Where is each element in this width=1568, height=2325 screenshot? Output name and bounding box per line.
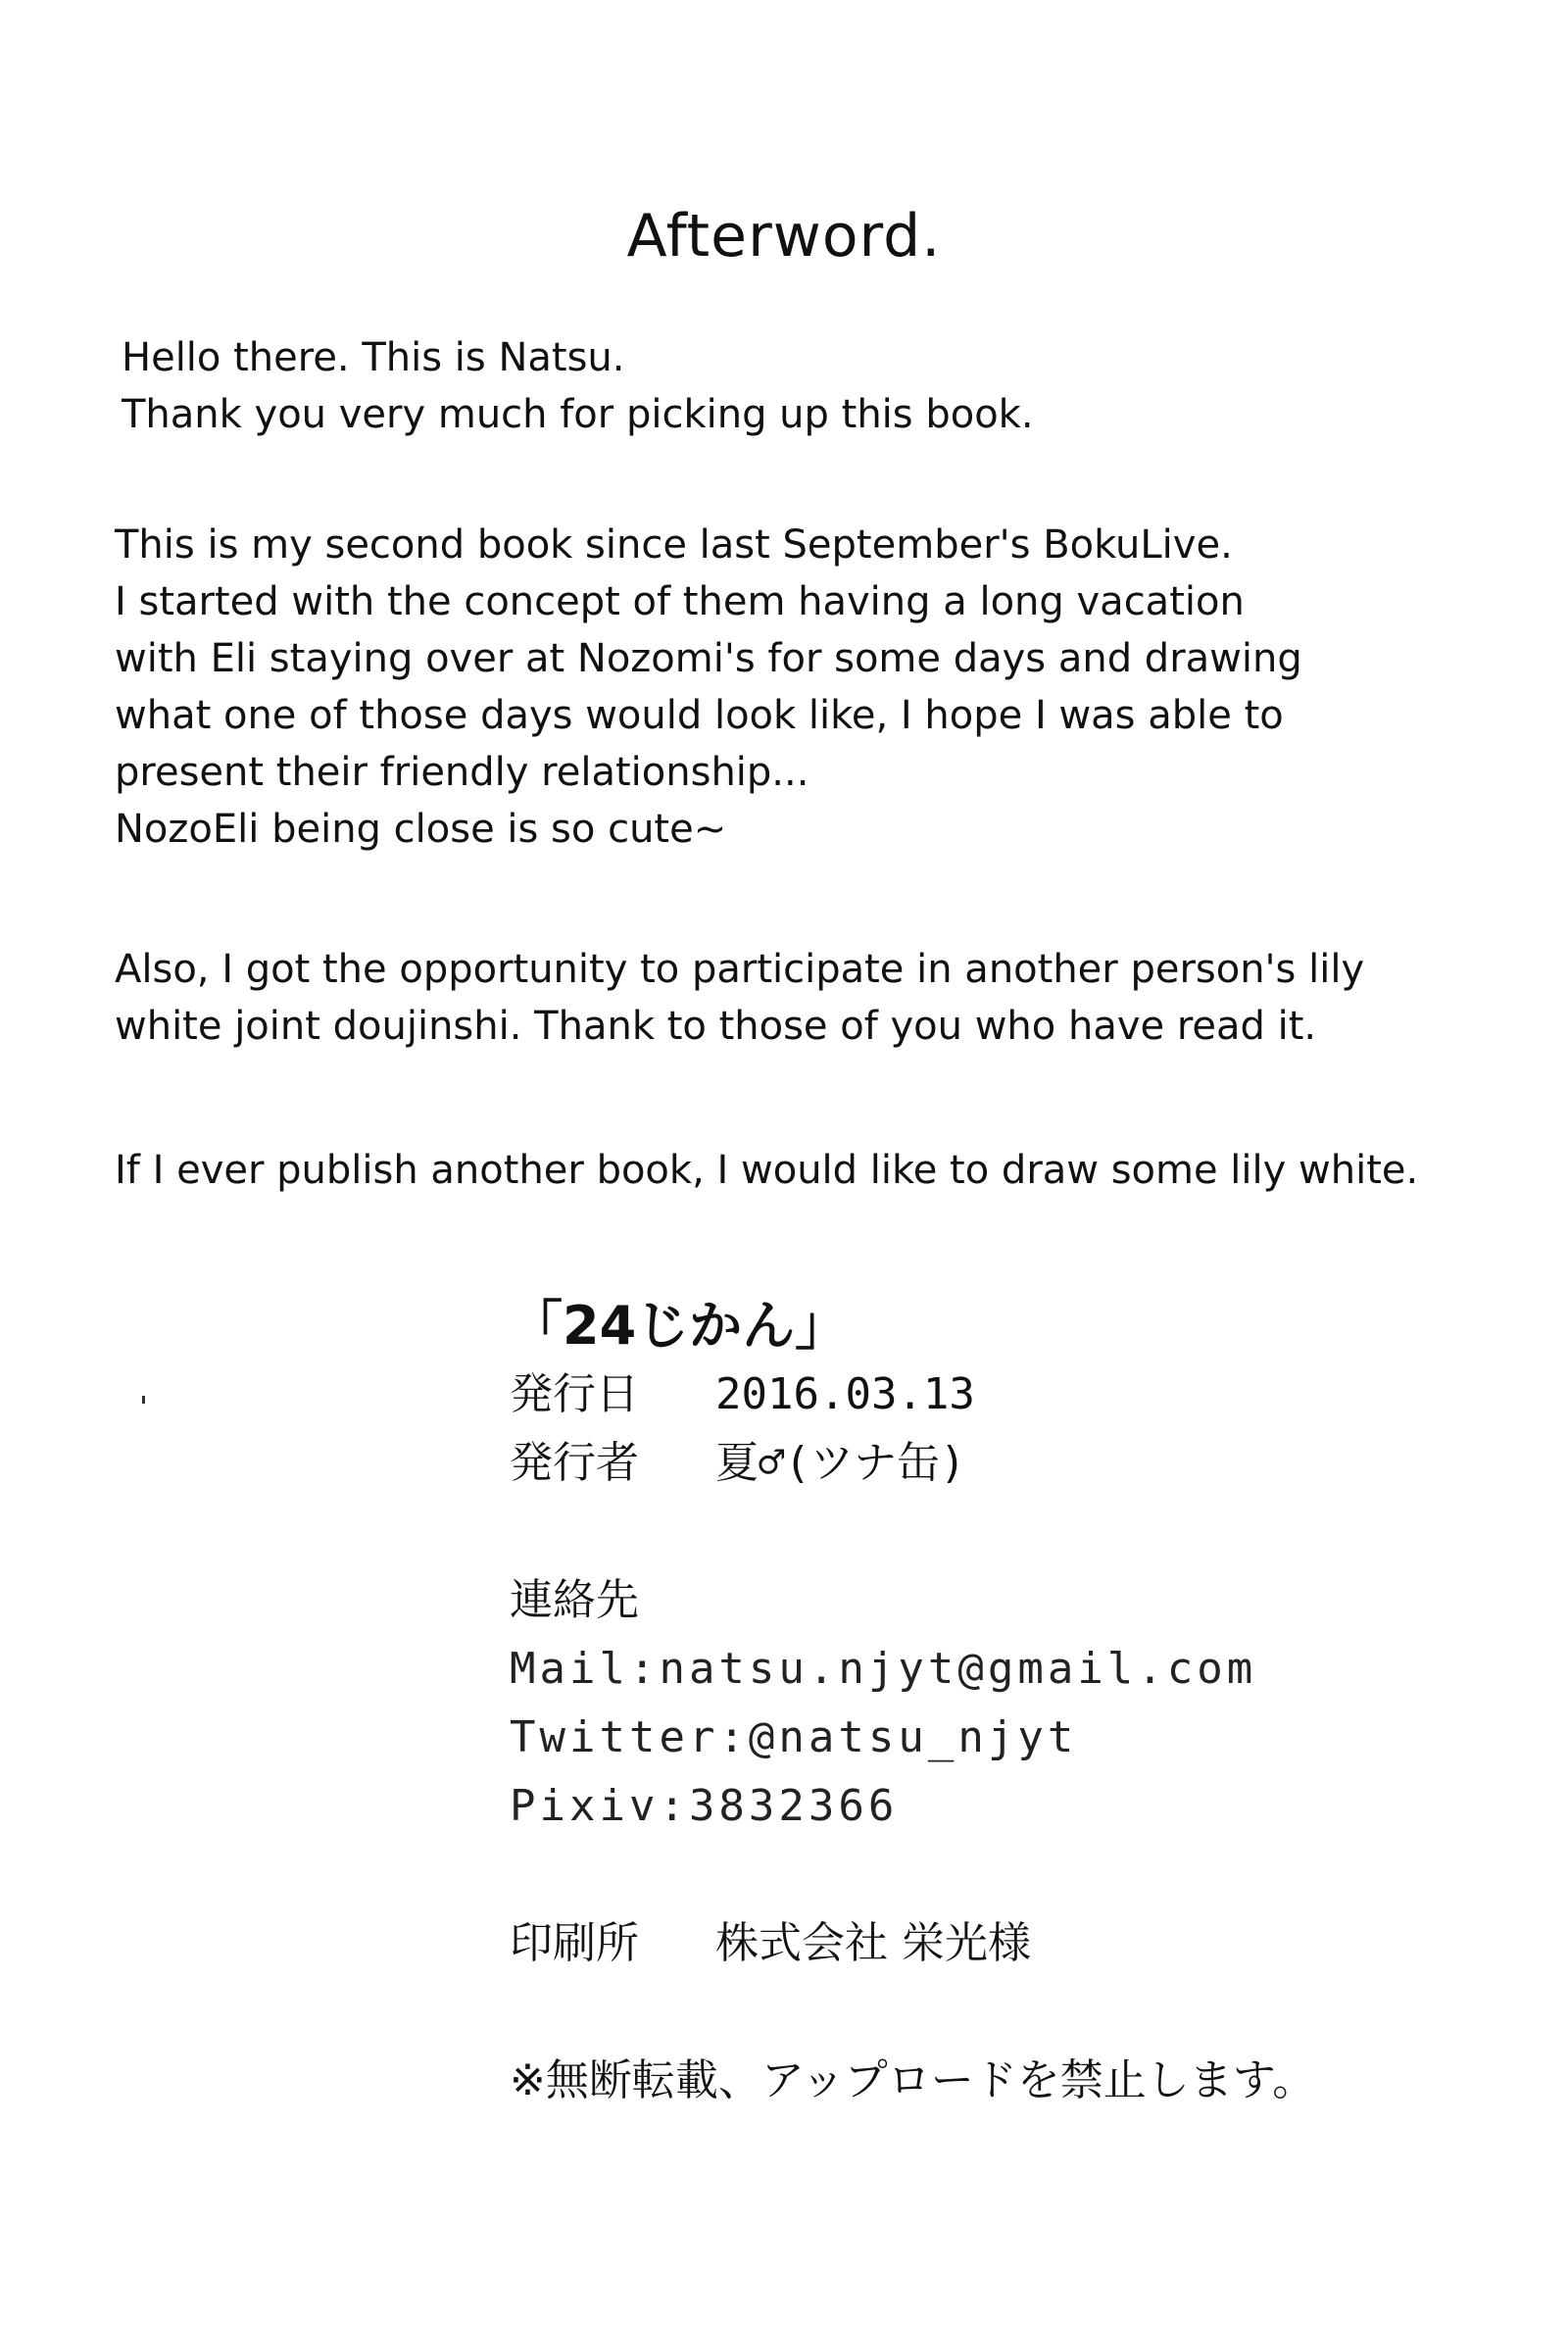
text-line: I started with the concept of them having a long vacation bbox=[115, 579, 1245, 624]
printer-value: 株式会社 栄光様 bbox=[715, 1918, 1031, 1968]
publish-date-row bbox=[510, 1360, 1490, 1429]
book-title: 「24じかん」 bbox=[510, 1295, 849, 1357]
publish-date-label: 発行日 bbox=[510, 1369, 639, 1419]
text-line: Thank you very much for picking up this book. bbox=[122, 392, 1034, 437]
text-line: present their friendly relationship... bbox=[115, 750, 809, 795]
text-line: white joint doujinshi. Thank to those of you who have read it. bbox=[115, 1004, 1317, 1049]
text-line: what one of those days would look like, I hope I was able to bbox=[115, 693, 1284, 738]
text-line: This is my second book since last September's BokuLive. bbox=[115, 522, 1233, 568]
paragraph-future bbox=[115, 1142, 1545, 1199]
colophon bbox=[510, 1292, 1490, 2115]
text-line: If I ever publish another book, I would like to draw some lily white. bbox=[115, 1148, 1419, 1193]
text-line: Also, I got the opportunity to participate in another person's lily bbox=[115, 947, 1365, 992]
printer-row bbox=[510, 1909, 1490, 1978]
text-line: NozoEli being close is so cute~ bbox=[115, 807, 727, 852]
contact-heading: 連絡先 bbox=[510, 1575, 639, 1625]
paragraph-joint-doujinshi bbox=[115, 941, 1545, 1055]
publisher-label: 発行者 bbox=[510, 1438, 639, 1488]
text-line: with Eli staying over at Nozomi's for some days and drawing bbox=[115, 636, 1302, 681]
page-title: Afterword. bbox=[626, 202, 942, 271]
paragraph-book-concept bbox=[115, 517, 1545, 858]
text-line: Hello there. This is Natsu. bbox=[122, 335, 625, 380]
printer-label: 印刷所 bbox=[510, 1918, 639, 1968]
scan-speck bbox=[142, 1396, 145, 1404]
contact-pixiv: Pixiv:3832366 bbox=[510, 1781, 899, 1831]
publisher-row bbox=[510, 1429, 1490, 1498]
paragraph-greeting bbox=[122, 329, 1552, 443]
contact-mail: Mail:natsu.njyt@gmail.com bbox=[510, 1644, 1257, 1694]
publisher-value: 夏♂(ツナ缶) bbox=[715, 1438, 966, 1488]
publish-date-value: 2016.03.13 bbox=[715, 1369, 975, 1419]
contact-twitter: Twitter:@natsu_njyt bbox=[510, 1712, 1078, 1762]
copyright-notice: ※無断転載、アップロードを禁止します。 bbox=[510, 2055, 1316, 2105]
